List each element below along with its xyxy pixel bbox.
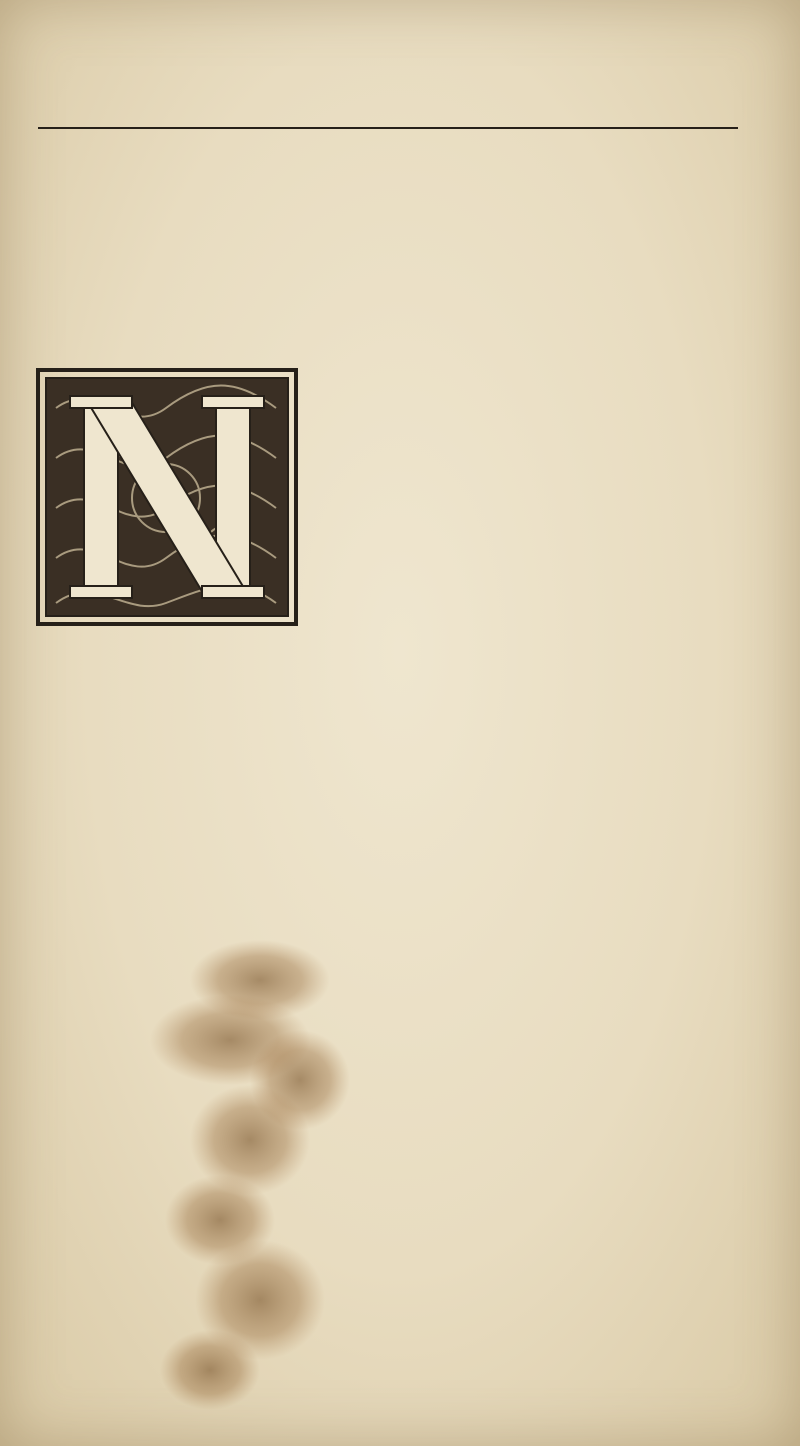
signature-mark <box>325 1290 361 1338</box>
water-stain <box>110 930 430 1430</box>
decorated-initial <box>36 368 298 626</box>
ornamental-headpiece <box>38 78 738 206</box>
